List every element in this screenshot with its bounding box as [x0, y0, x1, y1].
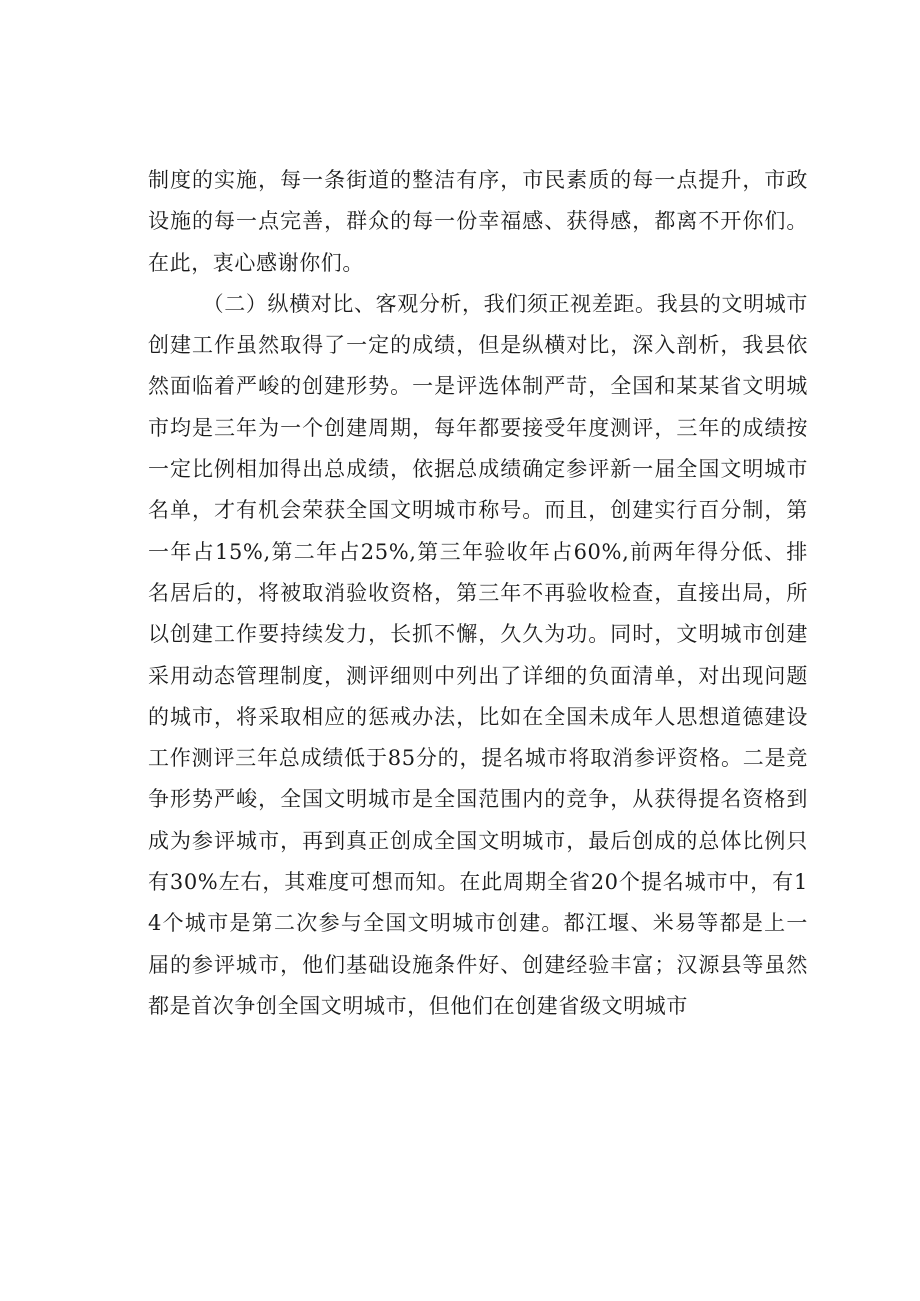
paragraph-section-two: （二）纵横对比、客观分析，我们须正视差距。我县的文明城市创建工作虽然取得了一定的成绩，但是纵横对比，深入剖析，我县依然面临着严峻的创建形势。一是评选体制严苛，全国和某某省文明城市均是三年为一个创建周期，每年都要接受年度测评，三年的成绩按一定比例相加得出总成绩，依据总成绩确定参评新一届全国文明城市名单，才有机会荣获全国文明城市称号。而且，创建实行百分制，第一年占15%,第二年占25%,第三年验收年占60%,前两年得分低、排名居后的，将被取消验收资格，第三年不再验收检查，直接出局，所以创建工作要持续发力，长抓不懈，久久为功。同时，文明城市创建采用动态管理制度，测评细则中列出了详细的负面清单，对出现问题的城市，将采取相应的惩戒办法，比如在全国未成年人思想道德建设工作测评三年总成绩低于85分的，提名城市将取消参评资格。二是竞争形势严峻，全国文明城市是全国范围内的竞争，从获得提名资格到成为参评城市，再到真正创成全国文明城市，最后创成的总体比例只有30%左右，其难度可想而知。在此周期全省20个提名城市中，有14个城市是第二次参与全国文明城市创建。都江堰、米易等都是上一届的参评城市，他们基础设施条件好、创建经验丰富；汉源县等虽然都是首次争创全国文明城市，但他们在创建省级文明城市: [148, 291, 808, 1018]
document-body: [148, 160, 808, 1027]
paragraph-continued: 制度的实施，每一条街道的整洁有序，市民素质的每一点提升，市政设施的每一点完善，群众的每一份幸福感、获得感，都离不开你们。在此，衷心感谢你们。: [148, 168, 808, 275]
